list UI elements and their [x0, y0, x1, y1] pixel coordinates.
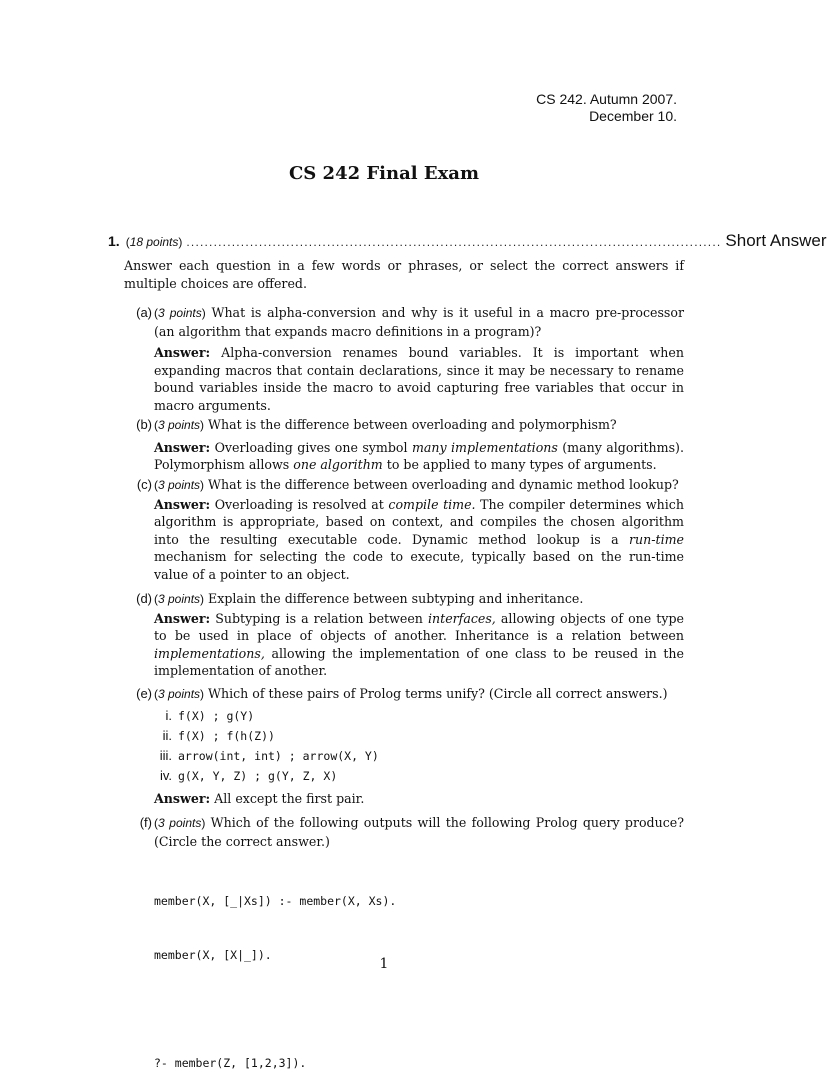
option-item[interactable] — [146, 748, 379, 764]
part-e — [124, 685, 684, 704]
question-number: 1. — [108, 233, 120, 249]
option-label: i. — [165, 708, 172, 723]
part-points: (3 points) — [154, 687, 205, 701]
part-question: Which of these pairs of Prolog terms unify? (Circle all correct answers.) — [208, 686, 668, 701]
part-points: (3 points) — [154, 592, 205, 606]
code-line — [154, 1000, 396, 1018]
answer-label: Answer: — [154, 345, 211, 360]
option-code: arrow(int, int) ; arrow(X, Y) — [178, 749, 379, 763]
option-item[interactable] — [146, 768, 337, 784]
prolog-code-block — [154, 856, 396, 1090]
option-label: iv. — [159, 768, 172, 783]
part-question: Explain the difference between subtyping and inheritance. — [208, 591, 584, 606]
part-d — [124, 590, 684, 680]
part-answer: Answer: Alpha-conversion renames bound variables. It is important when expanding macros that contain declarations, since it may be necessary to rename bound variables inside the macro to avoid capturing free variables that occur in macro arguments. — [154, 345, 684, 413]
option-label: iii. — [159, 748, 172, 763]
exam-date: December 10. — [589, 108, 677, 124]
part-points: (3 points) — [154, 306, 206, 320]
part-e-answer — [124, 790, 684, 808]
option-item[interactable] — [146, 708, 254, 724]
leader-dots: ...................................................................................................................... — [186, 235, 722, 249]
part-question: Which of the following outputs will the following Prolog query produce? (Circle the correct answer.) — [154, 815, 684, 849]
part-answer: All except the first pair. — [214, 791, 365, 806]
page-number: 1 — [379, 956, 389, 972]
part-label: (a) — [136, 305, 152, 320]
answer-label: Answer: — [154, 791, 211, 806]
question-section-title: Short Answer — [725, 231, 827, 250]
part-c — [124, 476, 684, 583]
part-a — [124, 304, 684, 414]
part-label: (f) — [139, 815, 152, 830]
option-code: f(X) ; f(h(Z)) — [178, 729, 275, 743]
option-item[interactable] — [146, 728, 275, 744]
answer-label: Answer: — [154, 610, 211, 626]
part-label: (c) — [136, 477, 152, 492]
answer-label: Answer: — [154, 439, 211, 455]
option-label: ii. — [162, 728, 172, 743]
page-title: CS 242 Final Exam — [288, 163, 480, 184]
option-code: g(X, Y, Z) ; g(Y, Z, X) — [178, 769, 338, 783]
course-term: CS 242. Autumn 2007. — [536, 91, 677, 107]
code-line: ?- member(Z, [1,2,3]). — [154, 1056, 307, 1070]
part-points: (3 points) — [154, 816, 206, 830]
part-label: (d) — [136, 591, 152, 606]
code-line: member(X, [_|Xs]) :- member(X, Xs). — [154, 894, 397, 908]
part-label: (b) — [136, 417, 152, 432]
question-heading — [108, 231, 827, 253]
header-meta — [536, 91, 677, 125]
code-line: member(X, [X|_]). — [154, 948, 272, 962]
part-label: (e) — [136, 686, 152, 701]
part-question: What is the difference between overloading and dynamic method lookup? — [208, 477, 679, 492]
question-instructions: Answer each question in a few words or phrases, or select the correct answers if multiple choices are offered. — [124, 258, 684, 291]
part-points: (3 points) — [154, 418, 205, 432]
part-question: What is alpha-conversion and why is it useful in a macro pre-processor (an algorithm that expands macro definitions in a program)? — [154, 305, 684, 339]
option-code: f(X) ; g(Y) — [178, 709, 255, 723]
part-question: What is the difference between overloading and polymorphism? — [208, 417, 617, 432]
part-points: (3 points) — [154, 478, 205, 492]
question-points: (18 points) — [125, 235, 183, 249]
part-answer: Answer: Subtyping is a relation between interfaces, allowing objects of one type to be used in place of objects of another. Inheritance is a relation between implementations, allowing the implementation of one class to be reused in the implementation of another. — [154, 610, 684, 678]
part-answer: Answer: Overloading is resolved at compile time. The compiler determines which algorithm is appropriate, based on context, and compiles the chosen algorithm into the resulting executable code. Dynamic method lookup is a run-time mechanism for selecting the code to execute, typically based on the run-time value of a pointer to an object. — [154, 496, 684, 582]
answer-label: Answer: — [154, 496, 211, 512]
part-answer: Answer: Overloading gives one symbol many implementations (many algorithms). Polymorphism allows one algorithm to be applied to many types of arguments. — [154, 439, 684, 472]
part-b — [124, 416, 684, 474]
part-f — [124, 814, 684, 850]
